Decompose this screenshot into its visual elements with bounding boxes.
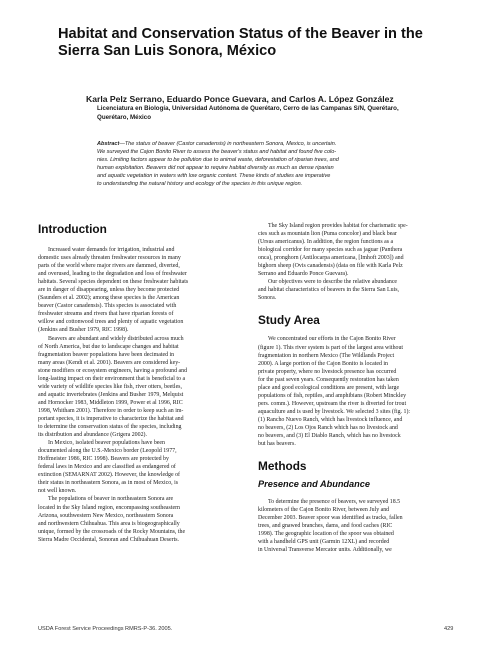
- text-line: freshwater streams and rivers that have riparian forests of: [38, 311, 174, 318]
- text-line: for the past seven years. Consequently restoration has taken: [258, 376, 399, 383]
- title-line: Habitat and Conservation Status of the Beaver in the: [58, 26, 423, 42]
- abstract-line: human exploitation. Beavers did not appear to require habitat diversity as much as dense riparian: [97, 164, 334, 171]
- text-line: willow and cottonwood trees and plenty of aquatic vegetation: [38, 319, 184, 326]
- section-heading-study-area: Study Area: [258, 313, 320, 328]
- affiliation: [97, 105, 467, 122]
- text-line: wide variety of wildlife species like fish, river otters, beetles,: [38, 383, 182, 390]
- text-line: but has beavers.: [258, 441, 296, 448]
- text-line: extinction (SEMARNAT 2002). However, the knowledge of: [38, 472, 180, 479]
- text-line: portant species, it is imperative to characterize the habitat and: [38, 415, 184, 422]
- text-line: located in the Sky Island region, encompassing southeastern: [38, 504, 180, 511]
- text-line: (1) Rancho Nuevo Ranch, which has livestock influence, and: [258, 416, 403, 423]
- text-line: (Saunders et al. 2002); among these species is the American: [38, 295, 180, 302]
- text-line: not well known.: [38, 488, 77, 495]
- text-line: private property, where no livestock presence has occurred: [258, 368, 397, 375]
- text-line: are in danger of disappearing, unless they become protected: [38, 287, 180, 294]
- text-line: biological corridor for many species such as jaguar (Panthera: [258, 247, 403, 254]
- text-line: bighorn sheep (Ovis canadensis) (data on file with Karla Pelz: [258, 263, 403, 270]
- abstract-label: Abstract: [97, 141, 120, 147]
- text-line: stone modifiers or ecosystem engineers, having a profound and: [38, 367, 188, 374]
- text-line: fragmentation beaver populations have been decimated in: [38, 351, 175, 358]
- text-line: Sonora.: [258, 295, 277, 302]
- abstract-line: to understanding the natural history and ecology of the species in this unique region.: [97, 180, 303, 187]
- introduction-body: [38, 246, 235, 544]
- text-line: with a handheld GPS unit (Garmin 12XL) and recorded: [258, 539, 390, 546]
- text-line: and overused, leading to the degradation and loss of freshwater: [38, 271, 187, 278]
- text-line: and Hornocker 1983, Middleton 1999, Power et al 1996, RIC: [38, 399, 183, 406]
- paper-title: [58, 26, 458, 60]
- text-line: Hoffmeister 1986, RIC 1998). Beavers are protected by: [38, 456, 169, 463]
- authors: Karla Pelz Serrano, Eduardo Ponce Guevara, and Carlos A. López González: [86, 94, 394, 104]
- text-line: 1998). The geographic location of the spoor was obtained: [258, 531, 394, 538]
- text-line: (Ursus americanus). In addition, the region functions as a: [258, 239, 394, 246]
- section-heading-methods: Methods: [258, 459, 307, 474]
- text-line: Increased water demands for irrigation, industrial and: [48, 247, 175, 253]
- text-line: beaver (Castor canadensis). This species is associated with: [38, 303, 177, 310]
- text-line: aquaculture and is used by livestock. We selected 3 sites (fig. 1):: [258, 408, 411, 415]
- text-line: The populations of beaver in northeastern Sonora are: [48, 496, 174, 503]
- abstract-line: [97, 141, 457, 149]
- text-line: and northwestern Chihuahua. This area is biogeographically: [38, 520, 180, 527]
- text-line: December 2003. Beaver spoor was identified as tracks, fallen: [258, 515, 403, 522]
- text-line: populations of fish, reptiles, and amphibians (Robert Minckley: [258, 392, 407, 399]
- text-line: its distribution and abundance (Grigera 2002).: [38, 432, 147, 439]
- text-line: in Universal Transverse Mercator units. Additionally, we: [258, 547, 392, 554]
- text-line: The Sky Island region provides habitat for charismatic spe-: [268, 223, 408, 229]
- affiliation-line: Querétaro, México: [97, 113, 151, 121]
- abstract-line: nies. Limiting factors appear to be pollution due to animal waste, deforestation of riparian trees, and: [97, 156, 339, 163]
- text-line: 1998, Whitham 2001). Therefore in order to keep such an im-: [38, 407, 184, 414]
- text-line: kilometers of the Cajon Bonito River, between July and: [258, 507, 390, 514]
- text-line: unique, formed by the crossroads of the Rocky Mountains, the: [38, 528, 186, 535]
- abstract: [97, 141, 457, 188]
- text-line: habitats. Several species dependent on these freshwater habitats: [38, 279, 189, 286]
- text-line: fragmentation in northern Mexico (The Wildlands Project: [258, 352, 395, 359]
- text-line: Serrano and Eduardo Ponce Guevara).: [258, 271, 349, 278]
- text-line: and aquatic invertebrates (Jenkins and Busher 1979, Melquist: [38, 391, 184, 398]
- text-line: federal laws in Mexico and are classified as endangered of: [38, 464, 176, 471]
- intro-continuation: [258, 222, 455, 302]
- text-line: no beavers, (2) Los Ojos Ranch which has no livestock and: [258, 424, 398, 431]
- text-line: (Jenkins and Busher 1979, RIC 1998).: [38, 327, 129, 334]
- text-line: 2000). A large portion of the Cajon Bonito is located in: [258, 360, 388, 367]
- text-line: Sierra Madre Occidental, Sonoran and Chihuahuan Deserts.: [38, 536, 180, 543]
- methods-body: [258, 498, 455, 554]
- text-line: place and good ecological conditions are present, with large: [258, 384, 400, 391]
- text-line: Our objectives were to describe the relative abundance: [268, 279, 398, 286]
- text-line: many areas (Kendi et al. 2001). Beavers are considered key-: [38, 359, 181, 366]
- text-line: to determine the conservation status of the species, including: [38, 424, 182, 431]
- text-line: long-lasting impact on their environment that is beneficial to a: [38, 375, 186, 382]
- study-area-body: [258, 335, 455, 448]
- text-line: Beavers are abundant and widely distributed across much: [48, 335, 184, 342]
- section-heading-introduction: Introduction: [38, 222, 107, 236]
- affiliation-line: Licenciatura en Biología, Universidad Autónoma de Querétaro, Cerro de las Campanas S/N, Querétaro,: [97, 105, 399, 112]
- text-line: of North America, but due to landscape changes and habitat: [38, 343, 179, 350]
- right-column: [258, 222, 455, 554]
- text-line: In Mexico, isolated beaver populations have been: [48, 440, 165, 447]
- text-line: (figure 1). This river system is part of the largest area without: [258, 344, 404, 351]
- abstract-line: We surveyed the Cajon Bonito River to assess the beaver's status and habitat and found five colo-: [97, 148, 337, 155]
- left-column: [38, 222, 235, 544]
- text-line: To determine the presence of beavers, we surveyed 18.5: [268, 499, 401, 506]
- abstract-line: and aquatic vegetation in waters with low organic content. These kinds of studies are imperative: [97, 172, 331, 179]
- text-line: Arizona, southwestern New Mexico, northeastern Sonora: [38, 512, 174, 519]
- subsection-heading-presence: Presence and Abundance: [258, 479, 370, 490]
- text-line: pers. comm.). However, upstream the river is diverted for trout: [258, 400, 407, 407]
- text-line: We concentrated our efforts in the Cajon Bonito River: [268, 336, 396, 343]
- text-line: trees, and gnawed branches, dams, and food caches (RIC: [258, 523, 393, 530]
- text-line: domestic uses already threaten freshwater resources in many: [38, 255, 181, 262]
- text-line: parts of the world where major rivers are dammed, diverted,: [38, 263, 180, 270]
- text-line: documented along the U.S.-Mexico border (Leopold 1977,: [38, 448, 177, 455]
- text-line: onca), pronghorn (Antilocarpa americana, [Imhoft 2003]) and: [258, 255, 404, 262]
- text-line: their status in northeastern Sonora, as in most of Mexico, is: [38, 480, 179, 487]
- footer-citation: USDA Forest Service Proceedings RMRS-P-36. 2005.: [38, 626, 173, 632]
- text-line: and habitat characteristics of beavers in the Sierra San Luis,: [258, 287, 399, 294]
- abstract-text: —The status of beaver (Castor canadensis) in northeastern Sonora, Mexico, is uncertain.: [119, 141, 337, 147]
- text-line: cies such as mountain lion (Puma concolor) and black bear: [258, 231, 397, 238]
- page-number: 429: [444, 626, 454, 632]
- text-line: no beavers, and (3) El Diablo Ranch, which has no livestock: [258, 433, 401, 440]
- title-line: Sierra San Luis Sonora, México: [58, 43, 277, 59]
